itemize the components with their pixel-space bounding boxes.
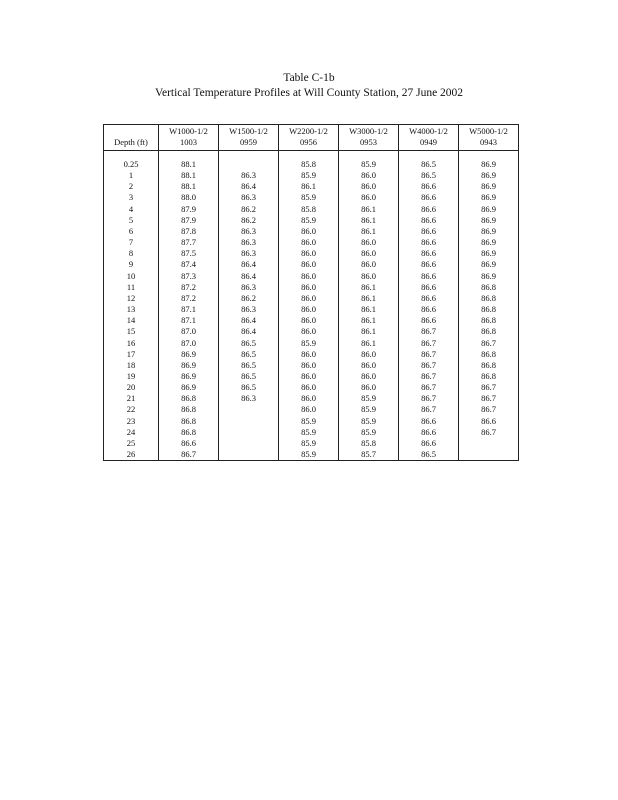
temperature-cell: 86.5 (219, 360, 279, 371)
table-spacer-row (104, 151, 519, 160)
temperature-cell: 86.0 (279, 382, 339, 393)
depth-cell: 13 (104, 304, 159, 315)
station-time-header: 0949 (399, 137, 459, 151)
spacer-cell (219, 151, 279, 160)
temperature-cell: 85.8 (339, 438, 399, 449)
depth-cell: 2 (104, 181, 159, 192)
temperature-cell: 86.1 (339, 204, 399, 215)
temperature-cell: 86.0 (279, 282, 339, 293)
temperature-cell: 86.3 (219, 192, 279, 203)
spacer-cell (459, 151, 519, 160)
temperature-cell: 86.0 (279, 226, 339, 237)
table-row (104, 204, 519, 215)
station-id-header: W3000-1/2 (339, 125, 399, 138)
depth-cell: 24 (104, 427, 159, 438)
temperature-cell: 86.9 (159, 382, 219, 393)
temperature-cell: 85.7 (339, 449, 399, 461)
depth-cell: 9 (104, 259, 159, 270)
depth-cell: 26 (104, 449, 159, 461)
table-body (104, 151, 519, 461)
depth-cell: 10 (104, 271, 159, 282)
temperature-cell: 86.0 (339, 382, 399, 393)
temperature-cell: 86.9 (459, 237, 519, 248)
temperature-cell: 86.0 (339, 237, 399, 248)
temperature-cell: 86.8 (459, 315, 519, 326)
table-row (104, 226, 519, 237)
table-header (104, 125, 519, 151)
temperature-cell (219, 416, 279, 427)
station-time-header: 1003 (159, 137, 219, 151)
temperature-cell: 87.4 (159, 259, 219, 270)
depth-cell: 4 (104, 204, 159, 215)
temperature-cell: 86.0 (279, 371, 339, 382)
temperature-cell: 86.7 (459, 338, 519, 349)
temperature-cell: 86.6 (399, 215, 459, 226)
temperature-cell: 86.7 (399, 338, 459, 349)
temperature-cell: 86.6 (399, 304, 459, 315)
station-time-header: 0959 (219, 137, 279, 151)
depth-cell: 20 (104, 382, 159, 393)
temperature-cell: 86.1 (339, 304, 399, 315)
station-time-header: 0943 (459, 137, 519, 151)
table-row (104, 404, 519, 415)
temperature-cell: 86.0 (279, 304, 339, 315)
temperature-cell: 86.9 (159, 371, 219, 382)
table-row (104, 304, 519, 315)
temperature-cell: 87.1 (159, 315, 219, 326)
table-row (104, 393, 519, 404)
temperature-cell: 85.9 (279, 427, 339, 438)
temperature-cell (219, 159, 279, 170)
temperature-cell: 86.9 (459, 170, 519, 181)
temperature-cell: 86.8 (159, 416, 219, 427)
temperature-table (103, 124, 519, 461)
temperature-cell: 86.7 (399, 349, 459, 360)
temperature-cell: 86.1 (339, 293, 399, 304)
table-row (104, 181, 519, 192)
table-row (104, 282, 519, 293)
depth-cell: 1 (104, 170, 159, 181)
temperature-cell: 86.8 (459, 360, 519, 371)
temperature-cell: 86.7 (399, 393, 459, 404)
temperature-cell: 86.4 (219, 315, 279, 326)
temperature-cell: 86.9 (459, 192, 519, 203)
temperature-cell: 87.2 (159, 282, 219, 293)
temperature-cell: 86.9 (459, 215, 519, 226)
table-row (104, 382, 519, 393)
table-row (104, 159, 519, 170)
temperature-cell: 86.6 (399, 248, 459, 259)
temperature-cell: 86.5 (219, 382, 279, 393)
temperature-cell: 86.1 (279, 181, 339, 192)
temperature-cell: 85.9 (279, 338, 339, 349)
temperature-cell: 86.0 (279, 271, 339, 282)
spacer-cell (399, 151, 459, 160)
table-row (104, 259, 519, 270)
table-row (104, 170, 519, 181)
temperature-cell: 85.9 (279, 449, 339, 461)
temperature-cell: 87.2 (159, 293, 219, 304)
temperature-cell: 86.9 (159, 349, 219, 360)
temperature-cell: 87.5 (159, 248, 219, 259)
temperature-cell: 86.5 (219, 338, 279, 349)
temperature-cell: 86.0 (279, 315, 339, 326)
spacer-cell (279, 151, 339, 160)
depth-header-blank (104, 125, 159, 138)
temperature-cell: 86.9 (459, 204, 519, 215)
station-time-header: 0953 (339, 137, 399, 151)
temperature-cell: 86.5 (219, 349, 279, 360)
depth-cell: 12 (104, 293, 159, 304)
temperature-cell: 86.6 (399, 438, 459, 449)
depth-cell: 5 (104, 215, 159, 226)
temperature-cell: 86.0 (279, 248, 339, 259)
temperature-cell: 86.9 (459, 248, 519, 259)
table-row (104, 371, 519, 382)
temperature-cell: 86.0 (339, 248, 399, 259)
depth-cell: 16 (104, 338, 159, 349)
table-row (104, 237, 519, 248)
temperature-cell: 86.1 (339, 326, 399, 337)
temperature-cell: 86.6 (399, 204, 459, 215)
temperature-cell: 86.4 (219, 181, 279, 192)
temperature-cell: 86.7 (399, 326, 459, 337)
temperature-cell: 86.6 (399, 181, 459, 192)
temperature-cell (219, 449, 279, 461)
temperature-cell: 86.0 (339, 181, 399, 192)
table-row (104, 427, 519, 438)
temperature-cell: 86.0 (279, 404, 339, 415)
temperature-cell: 86.6 (399, 427, 459, 438)
temperature-cell: 86.4 (219, 326, 279, 337)
temperature-cell: 86.0 (279, 393, 339, 404)
depth-cell: 8 (104, 248, 159, 259)
temperature-cell: 86.6 (399, 416, 459, 427)
depth-column-header: Depth (ft) (104, 137, 159, 151)
temperature-cell (219, 427, 279, 438)
depth-cell: 25 (104, 438, 159, 449)
temperature-cell: 86.5 (399, 449, 459, 461)
temperature-cell: 86.4 (219, 259, 279, 270)
temperature-cell: 86.0 (279, 259, 339, 270)
temperature-cell (459, 449, 519, 461)
temperature-cell: 85.9 (279, 416, 339, 427)
temperature-cell: 85.9 (339, 404, 399, 415)
table-row (104, 349, 519, 360)
temperature-cell: 86.1 (339, 215, 399, 226)
temperature-cell: 85.9 (339, 159, 399, 170)
temperature-cell: 86.8 (159, 404, 219, 415)
temperature-cell: 86.6 (399, 315, 459, 326)
depth-cell: 14 (104, 315, 159, 326)
table-row (104, 360, 519, 371)
depth-cell: 18 (104, 360, 159, 371)
temperature-cell: 87.8 (159, 226, 219, 237)
temperature-cell: 87.9 (159, 204, 219, 215)
temperature-cell: 88.1 (159, 170, 219, 181)
temperature-cell: 86.0 (279, 326, 339, 337)
temperature-cell: 86.7 (399, 404, 459, 415)
temperature-cell: 86.8 (459, 293, 519, 304)
temperature-cell: 86.1 (339, 226, 399, 237)
temperature-cell: 86.7 (459, 404, 519, 415)
temperature-cell: 87.3 (159, 271, 219, 282)
temperature-cell: 86.8 (159, 427, 219, 438)
temperature-cell: 87.0 (159, 326, 219, 337)
temperature-cell: 86.3 (219, 226, 279, 237)
station-id-header: W2200-1/2 (279, 125, 339, 138)
temperature-cell: 86.9 (159, 360, 219, 371)
station-id-header: W1000-1/2 (159, 125, 219, 138)
temperature-cell: 86.6 (399, 237, 459, 248)
temperature-cell: 86.0 (279, 349, 339, 360)
spacer-cell (104, 151, 159, 160)
temperature-cell (219, 404, 279, 415)
table-row (104, 315, 519, 326)
temperature-cell: 85.9 (279, 215, 339, 226)
temperature-cell: 86.0 (339, 259, 399, 270)
table-row (104, 293, 519, 304)
depth-cell: 15 (104, 326, 159, 337)
table-row (104, 192, 519, 203)
temperature-cell: 86.6 (399, 192, 459, 203)
temperature-cell: 86.2 (219, 215, 279, 226)
temperature-cell: 86.6 (399, 271, 459, 282)
temperature-cell: 86.4 (219, 271, 279, 282)
table-title: Table C-1b (283, 72, 335, 84)
depth-cell: 21 (104, 393, 159, 404)
temperature-cell: 86.7 (399, 371, 459, 382)
temperature-cell: 85.8 (279, 204, 339, 215)
table-row (104, 438, 519, 449)
temperature-cell: 85.9 (279, 438, 339, 449)
depth-cell: 11 (104, 282, 159, 293)
table-row (104, 449, 519, 461)
temperature-cell: 86.0 (339, 192, 399, 203)
temperature-cell: 86.8 (459, 282, 519, 293)
temperature-cell: 86.3 (219, 237, 279, 248)
temperature-cell: 86.8 (459, 349, 519, 360)
temperature-cell: 86.0 (339, 360, 399, 371)
temperature-cell: 86.3 (219, 170, 279, 181)
temperature-cell: 86.6 (399, 259, 459, 270)
temperature-cell: 86.8 (459, 304, 519, 315)
station-time-header: 0956 (279, 137, 339, 151)
table-subtitle: Vertical Temperature Profiles at Will County Station, 27 June 2002 (154, 87, 464, 99)
temperature-cell: 86.9 (459, 159, 519, 170)
temperature-cell: 86.6 (159, 438, 219, 449)
temperature-cell: 86.5 (219, 371, 279, 382)
temperature-cell: 86.7 (459, 427, 519, 438)
table-row (104, 215, 519, 226)
depth-cell: 19 (104, 371, 159, 382)
depth-cell: 3 (104, 192, 159, 203)
temperature-cell: 86.7 (399, 360, 459, 371)
temperature-cell: 87.7 (159, 237, 219, 248)
temperature-cell: 86.6 (459, 416, 519, 427)
temperature-cell: 86.1 (339, 338, 399, 349)
temperature-cell: 86.2 (219, 204, 279, 215)
temperature-cell: 86.0 (279, 293, 339, 304)
temperature-cell: 86.0 (279, 237, 339, 248)
depth-cell: 17 (104, 349, 159, 360)
temperature-cell: 85.9 (279, 192, 339, 203)
station-id-header: W4000-1/2 (399, 125, 459, 138)
temperature-cell: 86.8 (459, 371, 519, 382)
station-id-header: W1500-1/2 (219, 125, 279, 138)
temperature-cell: 85.9 (279, 170, 339, 181)
temperature-cell: 85.9 (339, 416, 399, 427)
temperature-cell: 86.0 (339, 170, 399, 181)
temperature-cell: 86.3 (219, 304, 279, 315)
temperature-cell: 86.9 (459, 271, 519, 282)
temperature-cell: 86.5 (399, 170, 459, 181)
temperature-cell: 88.1 (159, 181, 219, 192)
temperature-cell: 86.0 (279, 360, 339, 371)
temperature-cell: 87.9 (159, 215, 219, 226)
temperature-cell: 86.5 (399, 159, 459, 170)
temperature-cell: 86.9 (459, 181, 519, 192)
temperature-cell: 86.6 (399, 293, 459, 304)
temperature-cell: 86.6 (399, 226, 459, 237)
depth-cell: 0.25 (104, 159, 159, 170)
temperature-cell: 85.9 (339, 393, 399, 404)
temperature-cell: 86.8 (159, 393, 219, 404)
depth-cell: 23 (104, 416, 159, 427)
temperature-cell: 86.7 (399, 382, 459, 393)
temperature-cell: 87.1 (159, 304, 219, 315)
temperature-cell: 86.2 (219, 293, 279, 304)
temperature-cell: 85.9 (339, 427, 399, 438)
temperature-cell (219, 438, 279, 449)
temperature-cell: 86.9 (459, 226, 519, 237)
temperature-cell: 86.0 (339, 371, 399, 382)
temperature-cell: 86.1 (339, 315, 399, 326)
temperature-cell: 86.0 (339, 349, 399, 360)
station-id-header: W5000-1/2 (459, 125, 519, 138)
table-row (104, 271, 519, 282)
temperature-cell: 86.6 (399, 282, 459, 293)
temperature-cell: 86.3 (219, 393, 279, 404)
temperature-cell: 85.8 (279, 159, 339, 170)
temperature-cell (459, 438, 519, 449)
depth-cell: 22 (104, 404, 159, 415)
temperature-cell: 86.7 (459, 382, 519, 393)
temperature-cell: 86.9 (459, 259, 519, 270)
depth-cell: 7 (104, 237, 159, 248)
temperature-cell: 86.3 (219, 248, 279, 259)
depth-cell: 6 (104, 226, 159, 237)
table-row (104, 338, 519, 349)
temperature-cell: 87.0 (159, 338, 219, 349)
table-row (104, 326, 519, 337)
temperature-cell: 86.7 (159, 449, 219, 461)
temperature-cell: 86.3 (219, 282, 279, 293)
temperature-cell: 86.8 (459, 326, 519, 337)
temperature-cell: 88.0 (159, 192, 219, 203)
temperature-cell: 86.7 (459, 393, 519, 404)
spacer-cell (339, 151, 399, 160)
temperature-cell: 88.1 (159, 159, 219, 170)
temperature-cell: 86.0 (339, 271, 399, 282)
table-row (104, 248, 519, 259)
temperature-cell: 86.1 (339, 282, 399, 293)
spacer-cell (159, 151, 219, 160)
table-row (104, 416, 519, 427)
